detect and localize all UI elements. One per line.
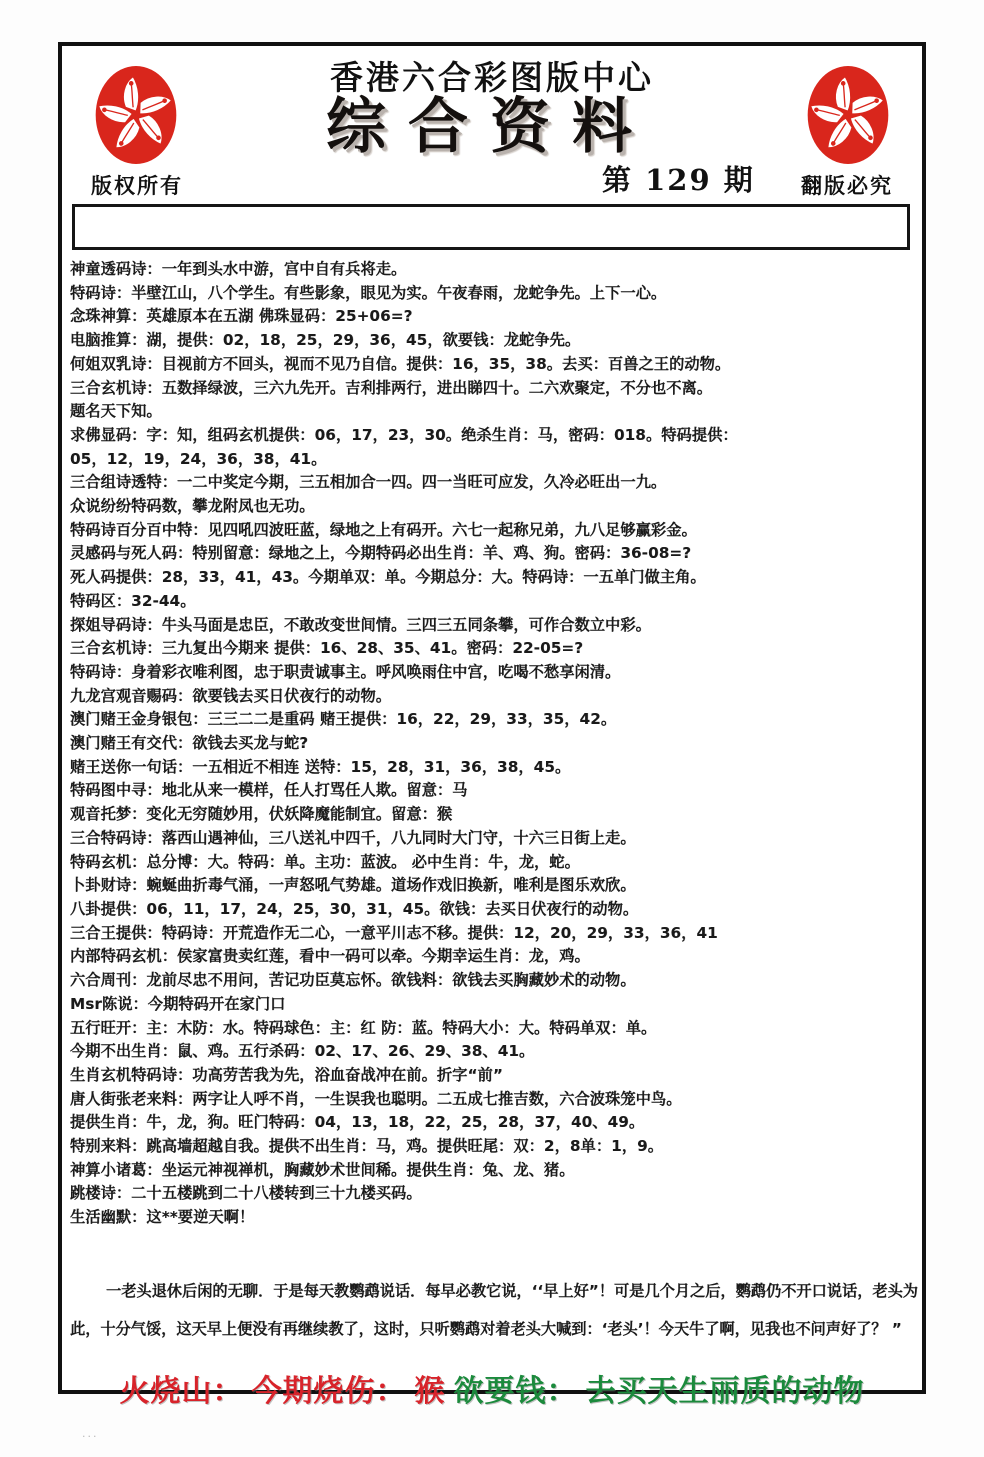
forecast-line: 特码诗：半壁江山，八个学生。有些影象，眼见为实。午夜春雨，龙蛇争先。上下一心。 xyxy=(70,283,667,302)
forecast-line: 八卦提供：06，11，17，24，25，30，31，45。欲钱：去买日伏夜行的动物。 xyxy=(70,899,639,918)
forecast-line: 澳门赌王有交代：欲钱去买龙与蛇? xyxy=(70,734,309,753)
forecast-line: 六合周刊：龙前尽忠不用问，苦记功臣莫忘怀。欲钱料：欲钱去买胸藏妙术的动物。 xyxy=(70,971,636,990)
forecast-line: 灵感码与死人码：特别留意：绿地之上，今期特码必出生肖：羊、鸡、狗。密码：36-08=? xyxy=(70,544,692,563)
forecast-line: 05，12，19，24，36，38，41。 xyxy=(70,449,327,468)
footer-segment: 去买天生丽质的动物 xyxy=(585,1374,865,1409)
copyright-notice-left: 版权所有 xyxy=(91,173,183,198)
forecast-line: 三合玄机诗：五数择绿波，三六九先开。吉利排两行，进出睇四十。二六欢聚定，不分也不离。 xyxy=(70,378,713,397)
footer-segment: 猴 xyxy=(414,1374,446,1409)
forecast-line: 生肖玄机特码诗：功高劳苦我为先，浴血奋战冲在前。折字“前” xyxy=(70,1065,503,1084)
forecast-line: 赌王送你一句话：一五相近不相连 送特：15，28，31，36，38，45。 xyxy=(70,757,571,776)
forecast-line-list xyxy=(70,258,916,1230)
forecast-line: 三合玄机诗：三九复出今期来 提供：16、28、35、41。密码：22-05=? xyxy=(70,639,584,658)
forecast-line: 念珠神算：英雄原本在五湖 佛珠显码：25+06=? xyxy=(70,307,413,326)
forecast-line: 特别来料：跳高墙超越自我。提供不出生肖：马，鸡。提供旺尾：双：2，8单：1，9。 xyxy=(70,1137,664,1156)
forecast-line: 神童透码诗：一年到头水中游，宫中自有兵将走。 xyxy=(70,260,407,278)
forecast-line: 何姐双乳诗：目视前方不回头，视而不见乃自信。提供：16，35，38。去买：百兽之王的动物。 xyxy=(70,354,731,373)
forecast-line: 内部特码玄机：侯家富贵卖红莲，看中一码可以牵。今期幸运生肖：龙，鸡。 xyxy=(70,947,590,966)
site-title: 香港六合彩图版中心 xyxy=(330,58,654,97)
forecast-line: Msr陈说：今期特码开在家门口 xyxy=(70,994,286,1013)
hong-kong-bauhinia-emblem-left xyxy=(88,60,184,170)
scan-artifact-mark: ··· xyxy=(82,1430,99,1443)
forecast-line: 五行旺开：主：木防：水。特码球色：主：红 防：蓝。特码大小：大。特码单双：单。 xyxy=(70,1018,657,1037)
forecast-line: 观音托梦：变化无穷随妙用，伏妖降魔能制宜。留意：猴 xyxy=(70,805,453,824)
page-title: 综合资料 xyxy=(326,92,654,162)
forecast-line: 神算小诸葛：坐运元神视禅机，胸藏妙术世间稀。提供生肖：兔、龙、猪。 xyxy=(70,1160,575,1179)
forecast-line: 特码诗百分百中特：见四吼四波旺蓝，绿地之上有码开。六七一起称兄弟，九八足够赢彩金。 xyxy=(70,520,697,539)
forecast-line: 特码图中寻：地北从来一模样，任人打骂任人欺。留意：马 xyxy=(70,781,468,800)
forecast-line: 死人码提供：28，33，41，43。今期单双：单。今期总分：大。特码诗：一五单门做主角。 xyxy=(70,568,706,587)
forecast-line: 提供生肖：牛，龙，狗。旺门特码：04，13，18，22，25，28，37，40、49。 xyxy=(70,1113,645,1132)
hong-kong-bauhinia-emblem-right xyxy=(800,60,896,170)
forecast-line: 特码区：32-44。 xyxy=(70,591,196,610)
forecast-line: 今期不出生肖：鼠、鸡。五行杀码：02、17、26、29、38、41。 xyxy=(70,1042,535,1061)
forecast-line: 唐人街张老来料：两字让人呼不肖，一生误我也聪明。二五成七推吉数，六合波珠笼中鸟。 xyxy=(70,1089,682,1108)
forecast-line: 三合组诗透特：一二中奖定今期，三五相加合一四。四一当旺可应发，久冷必旺出一九。 xyxy=(70,473,667,492)
forecast-line: 跳楼诗：二十五楼跳到二十八楼转到三十九楼买码。 xyxy=(70,1184,422,1203)
forecast-line: 三合王提供：特码诗：开荒造作无二心，一意平川志不移。提供：12，20，29，33，36，41 xyxy=(70,923,718,942)
forecast-line: 三合特码诗：落西山遇神仙，三八送礼中四千，八九同时大门守，十六三日街上走。 xyxy=(70,828,636,847)
joke-paragraph: 一老头退休后闲的无聊．于是每天教鹦鹉说话．每早必教它说，‘‘早上好”！可是几个月之后，鹦鹉仍不开口说话，老头为此，十分气馁，这天早上便没有再继续教了，这时，只听鹦鹉对着老头大喊到：‘老头’！今天牛了啊，见我也不问声好了？ ” xyxy=(70,1282,918,1338)
forecast-line: 九龙宫观音赐码：欲要钱去买日伏夜行的动物。 xyxy=(70,686,392,705)
forecast-line: 众说纷纷特码数，攀龙附凤也无功。 xyxy=(70,497,315,516)
forecast-line: 电脑推算：湖，提供：02，18，25，29，36，45，欲要钱：龙蛇争先。 xyxy=(70,331,581,350)
copyright-notice-right: 翻版必究 xyxy=(801,173,893,198)
masthead xyxy=(62,46,922,198)
notice-box xyxy=(72,204,910,250)
forecast-line: 澳门赌王金身银包：三三二二是重码 赌王提供：16，22，29，33，35，42。 xyxy=(70,710,617,729)
footer-banner xyxy=(62,1365,922,1411)
forecast-line: 生活幽默：这**要逆天啊！ xyxy=(70,1208,255,1227)
forecast-line: 卜卦财诗：蜿蜒曲折毒气涌，一声怒吼气势雄。道场作戏旧换新，唯利是图乐欢欣。 xyxy=(70,876,636,895)
issue-number: 第 129 期 xyxy=(602,163,755,197)
forecast-line: 题名天下知。 xyxy=(70,402,162,421)
forecast-line: 探姐导码诗：牛头马面是忠臣，不敢改变世间情。三四三五同条攀，可作合数立中彩。 xyxy=(70,615,651,634)
forecast-line: 求佛显码：字：知，组码玄机提供：06，17，23，30。绝杀生肖：马，密码：018。特码提供： xyxy=(70,425,738,444)
forecast-line: 特码诗：身着彩衣唯利图，忠于职责诚事主。呼风唤雨住中宫，吃喝不愁享闲清。 xyxy=(70,662,621,681)
footer-segment: 今期烧伤： xyxy=(251,1374,407,1409)
footer-segment: 欲要钱： xyxy=(453,1374,578,1409)
forecast-line: 特码玄机：总分博：大。特码：单。主功：蓝波。 必中生肖：牛，龙，蛇。 xyxy=(70,852,580,871)
footer-segment: 火烧山： xyxy=(119,1374,244,1409)
